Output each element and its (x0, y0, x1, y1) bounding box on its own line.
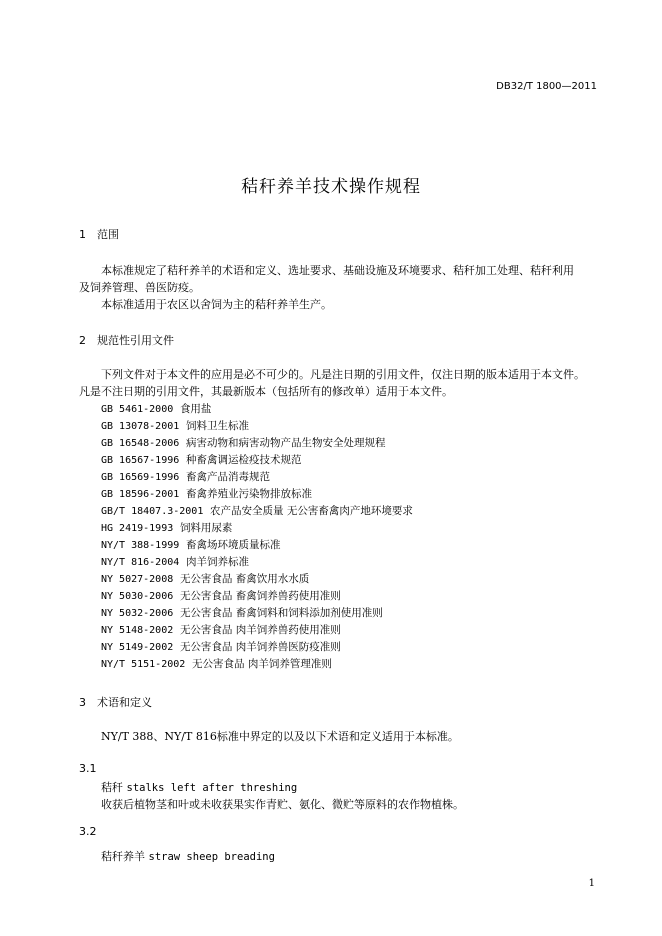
reference-title: 畜禽养殖业污染物排放标准 (185, 488, 312, 500)
reference-title: 种畜禽调运检疫技术规范 (185, 454, 302, 466)
reference-code: GB 16548-2006 (101, 438, 180, 449)
paragraph-line: NY/T 388、NY/T 816标准中界定的以及以下术语和定义适用于本标准。 (101, 730, 459, 743)
paragraph-line: 本标准适用于农区以舍饲为主的秸秆养羊生产。 (101, 298, 332, 311)
reference-title: 肉羊饲养标准 (185, 556, 249, 568)
reference-item (101, 588, 341, 603)
reference-code: NY 5027-2008 (101, 574, 174, 585)
reference-item (101, 622, 341, 637)
section-number: 3 (79, 696, 86, 709)
reference-code: GB 16567-1996 (101, 455, 180, 466)
reference-item (101, 605, 383, 620)
reference-item (101, 571, 309, 586)
reference-title: 畜禽产品消毒规范 (185, 471, 270, 483)
reference-title: 病害动物和病害动物产品生物安全处理规程 (185, 437, 386, 449)
reference-code: NY 5148-2002 (101, 625, 174, 636)
reference-code: NY 5030-2006 (101, 591, 174, 602)
document-number: DB32/T 1800—2011 (496, 81, 597, 92)
term-chinese: 秸秆养羊 (101, 850, 145, 863)
reference-title: 饲料卫生标准 (185, 420, 249, 432)
term-english: straw sheep breading (148, 851, 275, 863)
reference-code: HG 2419-1993 (101, 523, 174, 534)
reference-title: 畜禽场环境质量标准 (185, 539, 281, 551)
reference-item (101, 418, 249, 433)
reference-code: GB/T 18407.3-2001 (101, 506, 204, 517)
section-title: 术语和定义 (97, 696, 152, 709)
reference-title: 无公害食品 肉羊饲养兽医防疫准则 (179, 641, 341, 653)
term-entry (101, 779, 297, 795)
reference-code: GB 5461-2000 (101, 404, 174, 415)
reference-item (101, 537, 280, 552)
reference-title: 无公害食品 畜禽饲料和饲料添加剂使用准则 (179, 607, 383, 619)
reference-item (101, 452, 301, 467)
reference-item (101, 656, 332, 671)
reference-item (101, 401, 211, 416)
reference-title: 饲料用尿素 (179, 522, 233, 534)
term-entry (101, 848, 275, 864)
reference-item (101, 486, 312, 501)
paragraph-line: 本标准规定了秸秆养羊的术语和定义、选址要求、基础设施及环境要求、秸秆加工处理、秸秆利用 (101, 264, 574, 277)
reference-code: GB 18596-2001 (101, 489, 180, 500)
reference-code: NY/T 816-2004 (101, 557, 180, 568)
term-definition: 收获后植物茎和叶或未收获果实作青贮、氨化、微贮等原料的农作物植株。 (101, 798, 464, 811)
term-number: 3.1 (79, 762, 97, 775)
paragraph-line: 及饲养管理、兽医防疫。 (79, 281, 200, 294)
section-number: 2 (79, 334, 86, 347)
reference-code: NY/T 388-1999 (101, 540, 180, 551)
reference-title: 无公害食品 畜禽饮用水水质 (179, 573, 310, 585)
reference-item (101, 554, 249, 569)
reference-code: GB 13078-2001 (101, 421, 180, 432)
reference-item (101, 639, 341, 654)
section-heading-terms (79, 694, 152, 710)
term-english: stalks left after threshing (126, 782, 298, 794)
reference-code: NY/T 5151-2002 (101, 659, 186, 670)
section-title: 规范性引用文件 (97, 334, 174, 347)
reference-title: 无公害食品 肉羊饲养管理准则 (191, 658, 332, 670)
section-heading-normative-references (79, 332, 174, 348)
reference-title: 农产品安全质量 无公害畜禽肉产地环境要求 (210, 505, 413, 517)
reference-item (101, 520, 232, 535)
reference-item (101, 503, 413, 518)
reference-title: 食用盐 (179, 403, 212, 415)
term-number: 3.2 (79, 825, 97, 838)
reference-title: 无公害食品 肉羊饲养兽药使用准则 (179, 624, 341, 636)
section-number: 1 (79, 228, 86, 241)
document-title: 秸秆养羊技术操作规程 (241, 177, 421, 197)
paragraph-line: 下列文件对于本文件的应用是必不可少的。凡是注日期的引用文件，仅注日期的版本适用于本文件。 (101, 368, 585, 381)
section-heading-scope (79, 226, 119, 242)
reference-code: GB 16569-1996 (101, 472, 180, 483)
reference-code: NY 5149-2002 (101, 642, 174, 653)
reference-item (101, 469, 270, 484)
paragraph-line: 凡是不注日期的引用文件，其最新版本（包括所有的修改单）适用于本文件。 (79, 385, 453, 398)
reference-item (101, 435, 385, 450)
section-title: 范围 (97, 228, 119, 241)
page-number: 1 (588, 878, 595, 889)
reference-code: NY 5032-2006 (101, 608, 174, 619)
term-chinese: 秸秆 (101, 781, 123, 794)
reference-title: 无公害食品 畜禽饲养兽药使用准则 (179, 590, 341, 602)
